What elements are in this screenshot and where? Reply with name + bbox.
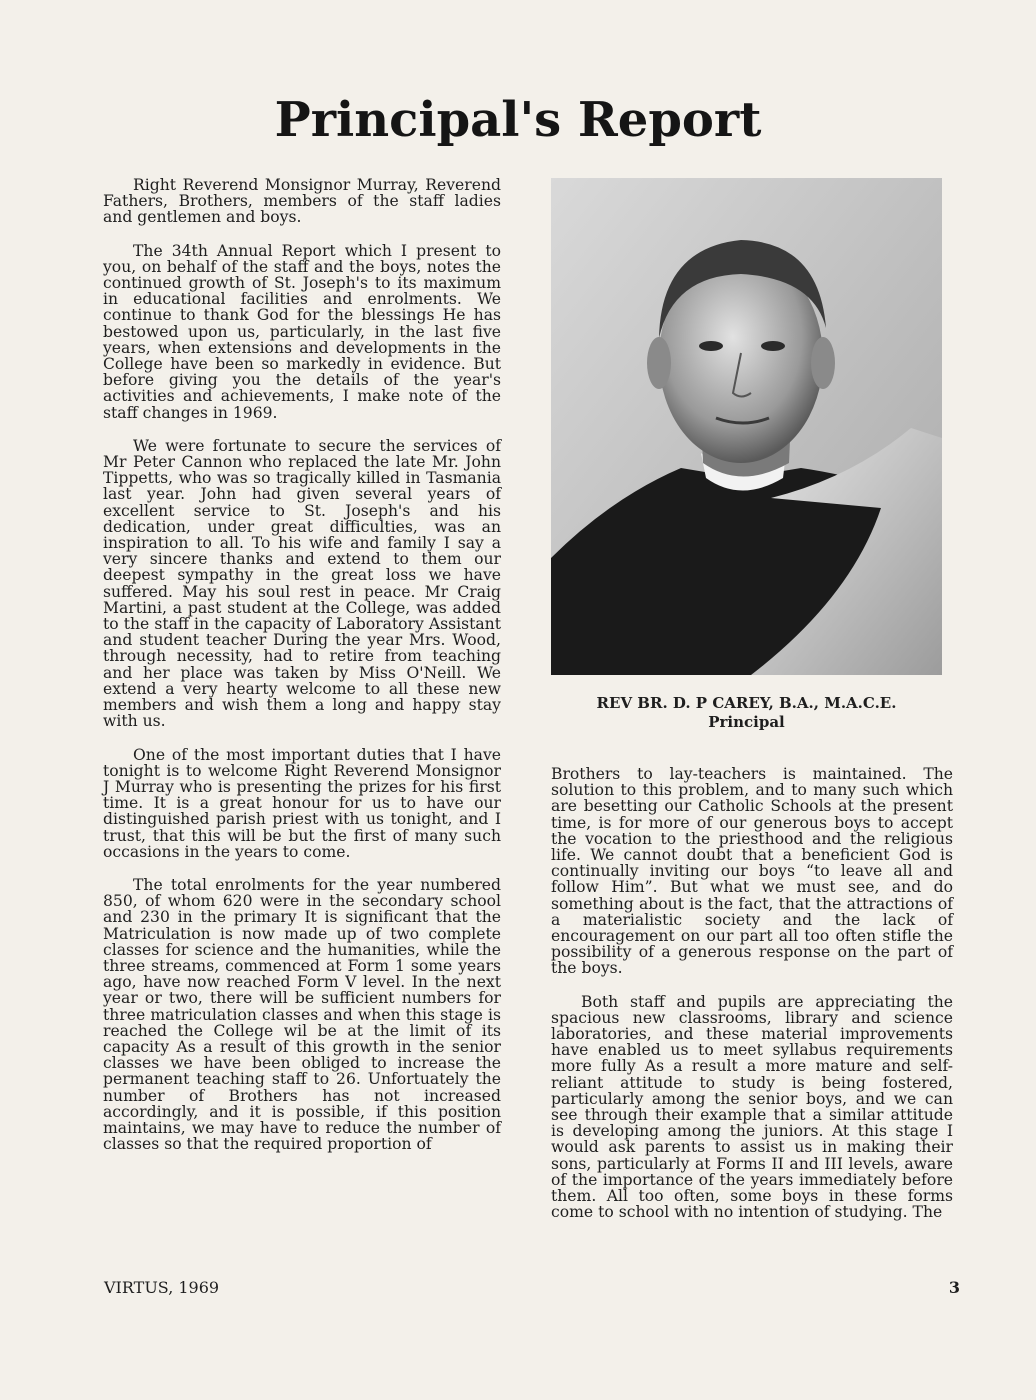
photo-caption [551, 694, 942, 732]
paragraph: The 34th Annual Report which I present to you, on behalf of the staff and the boys, notes the continued growth of St. Joseph's to its maximum in educational facilities and enrolments. We continue to thank God for the blessings He has bestowed upon us, particularly, in the last five years, when extensions and developments in the College have been so markedly in evidence. But before giving you the details of the year's activities and achievements, I make note of the staff changes in 1969. [103, 241, 501, 422]
paragraph: The total enrolments for the year numbered 850, of whom 620 were in the secondary school and 230 in the primary It is significant that the Matriculation is now made up of two complete classes for science and the humanities, while the three streams, commenced at Form 1 some years ago, have now reached Form V level. In the next year or two, there will be sufficient numbers for three matriculation classes and when this stage is reached the College wil be at the limit of its capacity As a result of this growth in the senior classes we have been obliged to increase the permanent teaching staff to 26. Unfortuately the number of Brothers has not increased accordingly, and it is possible, if this position maintains, we may have to reduce the number of classes so that the required proportion of [103, 875, 501, 1154]
paragraph: One of the most important duties that I have tonight is to welcome Right Reverend Monsignor J Murray who is presenting the prizes for his first time. It is a great honour for us to have our distinguished parish priest with us tonight, and I trust, that this will be but the first of many such occasions in the years to come. [103, 745, 501, 861]
caption-role: Principal [708, 713, 785, 731]
paragraph: We were fortunate to secure the services of Mr Peter Cannon who replaced the late Mr. John Tippetts, who was so tragically killed in Tasmania last year. John had given several years of excellent service to St. Joseph's and his dedication, under great difficulties, was an inspiration to all. To his wife and family I say a very sincere thanks and extend to them our deepest sympathy in the great loss we have suffered. May his soul rest in peace. Mr Craig Martini, a past student at the College, was added to the staff in the capacity of Laboratory Assistant and student teacher During the year Mrs. Wood, through necessity, had to retire from teaching and her place was taken by Miss O'Neill. We extend a very hearty welcome to all these new members and wish them a long and happy stay with us. [103, 436, 501, 731]
footer-publication: VIRTUS, 1969 [104, 1278, 220, 1297]
paragraph: Brothers to lay-teachers is maintained. The solution to this problem, and to many such which are besetting our Catholic Schools at the present time, is for more of our generous boys to accept the vocation to the priesthood and the religious life. We cannot doubt that a beneficient God is continually inviting our boys “to leave all and follow Him”. But what we must see, and do something about is the fact, that the attractions of a materialistic society and the lack of encouragement on our part all too often stifle the possibility of a generous response on the part of the boys. [551, 765, 953, 978]
right-column [551, 766, 953, 1237]
paragraph: Both staff and pupils are appreciating the spacious new classrooms, library and science laboratories, and these material improvements have enabled us to meet syllabus requirements more fully As a result a more mature and self-reliant attitude to study is being fostered, particularly among the senior boys, and we can see through their example that a similar attitude is developing among the juniors. At this stage I would ask parents to assist us in making their sons, particularly at Forms II and III levels, aware of the importance of the years immediately before them. All too often, some boys in these forms come to school with no intention of studying. The [551, 992, 953, 1222]
footer-page-number: 3 [948, 1278, 960, 1297]
page-title: Principal's Report [274, 92, 762, 148]
principal-portrait-photo [551, 178, 942, 675]
paragraph: Right Reverend Monsignor Murray, Reverend Fathers, Brothers, members of the staff ladies and gentlemen and boys. [103, 176, 501, 227]
left-column [103, 177, 501, 1169]
caption-name: REV BR. D. P CAREY, B.A., M.A.C.E. [596, 694, 897, 712]
